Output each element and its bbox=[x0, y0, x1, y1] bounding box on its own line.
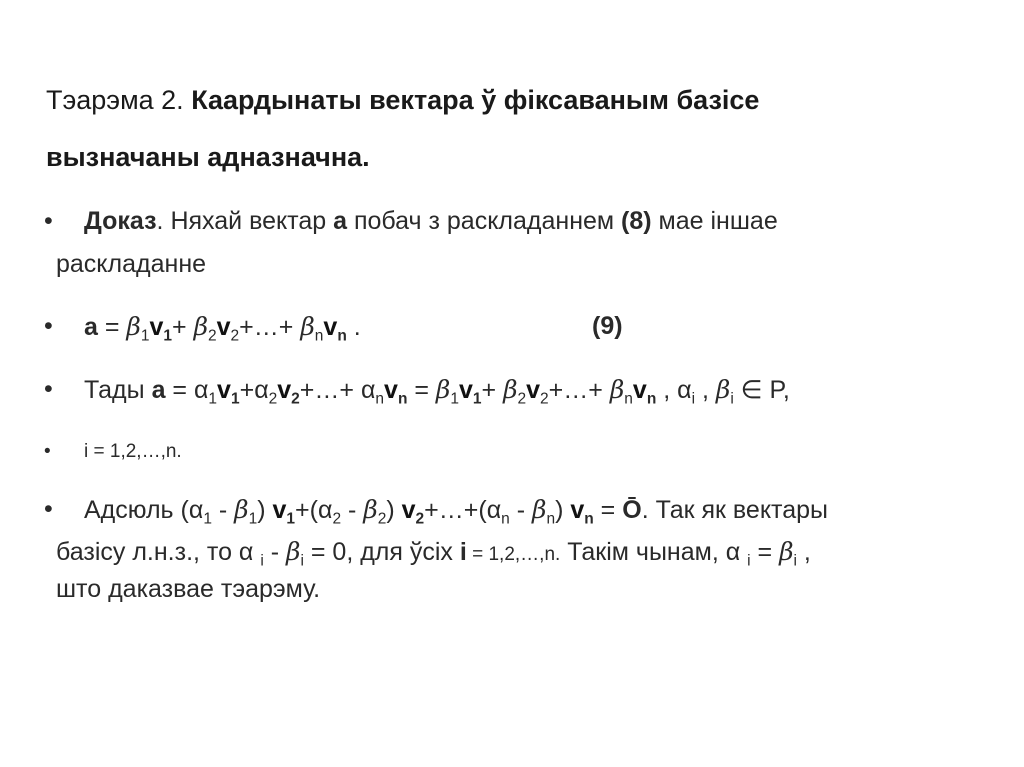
then-equation: Тады $а = \alpha_1v_1+\alpha_2v_2+\dots+ \alpha_nv_n = \beta_1v_1+$ $\beta_2v_2+\dots+ \beta_nv_n$ , $\alpha_i$ , $\beta_i$ ∈ P, bbox=[84, 375, 790, 408]
equation-number: (9) bbox=[592, 312, 623, 340]
proof-continuation: раскладанне bbox=[56, 250, 207, 278]
proof-text: Доказ. Няхай вектар а побач з раскладаннем (8) мае іншае bbox=[84, 207, 778, 235]
ref-8: (8) bbox=[621, 207, 652, 235]
bullet: • bbox=[44, 312, 53, 340]
theorem-title-line-2 bbox=[46, 142, 370, 173]
proof-label: Доказ bbox=[84, 207, 157, 235]
index-range: i = 1,2,…,n. bbox=[84, 441, 182, 462]
bullet: • bbox=[44, 441, 51, 462]
conclusion-line-2: базісу л.н.з., то α $_i - \beta_i = 0$, для ўсіх i = 1,2,…,n. Такім чынам, α $_i = \beta_i$ , bbox=[56, 537, 811, 570]
theorem-title-line-1 bbox=[46, 85, 759, 116]
bullet: • bbox=[44, 207, 53, 235]
conclusion-equation: Адсюль $(\alpha_1 - \beta_1)$ $v_1+(\alpha_2 - \beta_2)$ $v_2+\dots+(\alpha_n - \beta_n) v_n$ = Ō. Так як вектары bbox=[84, 495, 829, 528]
vector-a: а bbox=[333, 207, 348, 235]
zero-vector: Ō bbox=[622, 496, 642, 524]
theorem-label: Тэарэма 2. bbox=[46, 85, 184, 115]
equation-9: $а = \beta_1v_1+$ $\beta_2v_2+\dots+ \beta_nv_n$ . bbox=[84, 312, 361, 345]
bullet: • bbox=[44, 495, 53, 523]
conclusion-line-3: што даказвае тэарэму. bbox=[56, 575, 321, 603]
theorem-statement-cont: вызначаны адназначна. bbox=[46, 142, 370, 172]
bullet: • bbox=[44, 375, 53, 403]
theorem-statement: Каардынаты вектара ў фіксаваным базісе bbox=[191, 85, 760, 115]
